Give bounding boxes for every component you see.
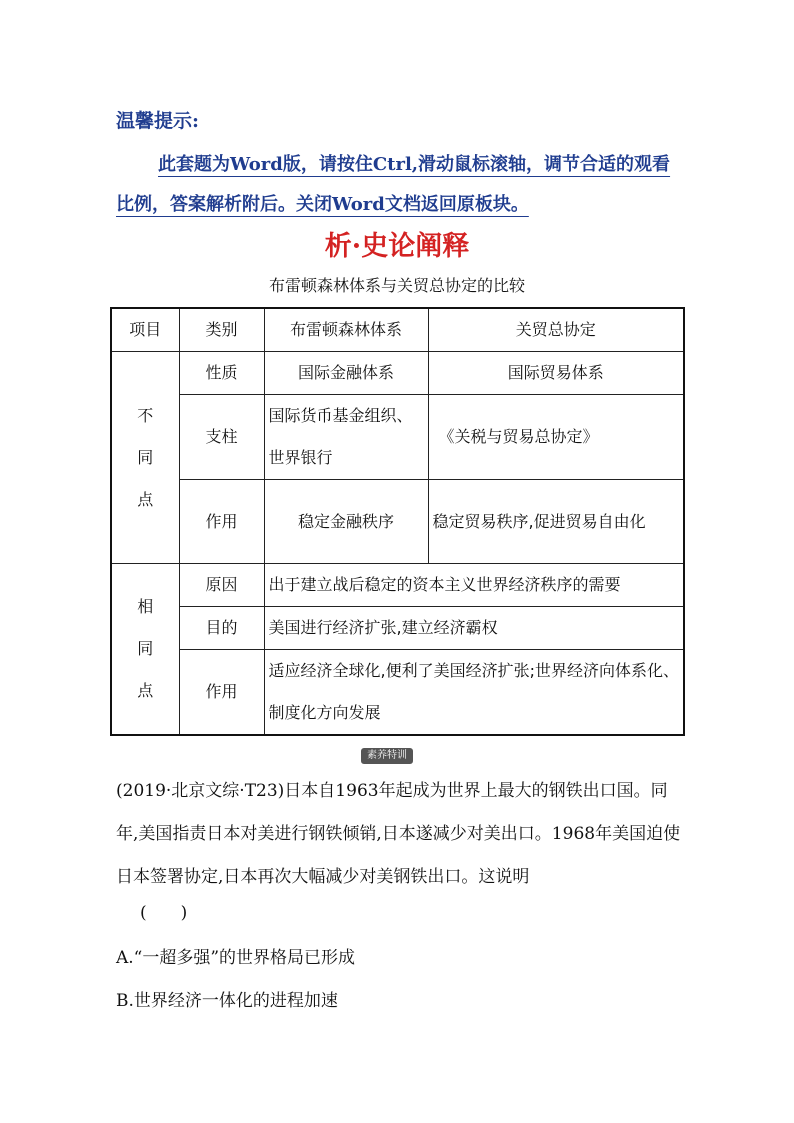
bretton-woods-cell: 国际金融体系 xyxy=(264,352,428,395)
table-row xyxy=(111,352,684,395)
header-cell: 类别 xyxy=(179,308,264,352)
category-cell: 性质 xyxy=(179,352,264,395)
answer-blank: ( ) xyxy=(140,903,188,923)
gatt-cell: 稳定贸易秩序,促进贸易自由化 xyxy=(428,480,684,564)
group-label-similarities: 相同点 xyxy=(111,564,179,736)
question-text: (2019·北京文综·T23)日本自1963年起成为世界上最大的钢铁出口国。同年,美国指责日本对美进行钢铁倾销,日本遂减少对美出口。1968年美国迫使日本签署协定,日本再次大幅减少对美钢铁出口。这说明 xyxy=(116,781,681,887)
header-cell: 布雷顿森林体系 xyxy=(264,308,428,352)
header-cell: 关贸总协定 xyxy=(428,308,684,352)
training-badge: 素养特训 xyxy=(361,748,413,764)
merged-cell: 适应经济全球化,便利了美国经济扩张;世界经济向体系化、制度化方向发展 xyxy=(264,650,684,736)
table-row xyxy=(111,650,684,736)
gatt-cell: 国际贸易体系 xyxy=(428,352,684,395)
section-title: 析·史论阐释 xyxy=(324,231,470,262)
table-row xyxy=(111,395,684,480)
merged-cell: 美国进行经济扩张,建立经济霸权 xyxy=(264,607,684,650)
group-label-differences: 不同点 xyxy=(111,352,179,564)
category-cell: 作用 xyxy=(179,480,264,564)
category-cell: 作用 xyxy=(179,650,264,736)
gatt-cell: 《关税与贸易总协定》 xyxy=(428,395,684,480)
table-header-row xyxy=(111,308,684,352)
merged-cell: 出于建立战后稳定的资本主义世界经济秩序的需要 xyxy=(264,564,684,607)
category-cell: 原因 xyxy=(179,564,264,607)
bretton-woods-cell: 国际货币基金组织、世界银行 xyxy=(264,395,428,480)
table-row xyxy=(111,564,684,607)
option-a: A.“一超多强”的世界格局已形成 xyxy=(116,948,356,968)
table-row xyxy=(111,607,684,650)
header-cell: 项目 xyxy=(111,308,179,352)
table-row xyxy=(111,480,684,564)
bretton-woods-cell: 稳定金融秩序 xyxy=(264,480,428,564)
option-b: B.世界经济一体化的进程加速 xyxy=(116,991,338,1011)
tip-body: 此套题为Word版，请按住Ctrl,滑动鼠标滚轴，调节合适的观看比例，答案解析附后。关闭Word文档返回原板块。 xyxy=(116,154,671,215)
tip-title: 温馨提示: xyxy=(116,110,200,132)
table-caption: 布雷顿森林体系与关贸总协定的比较 xyxy=(268,276,525,295)
category-cell: 目的 xyxy=(179,607,264,650)
comparison-table xyxy=(110,307,685,736)
category-cell: 支柱 xyxy=(179,395,264,480)
